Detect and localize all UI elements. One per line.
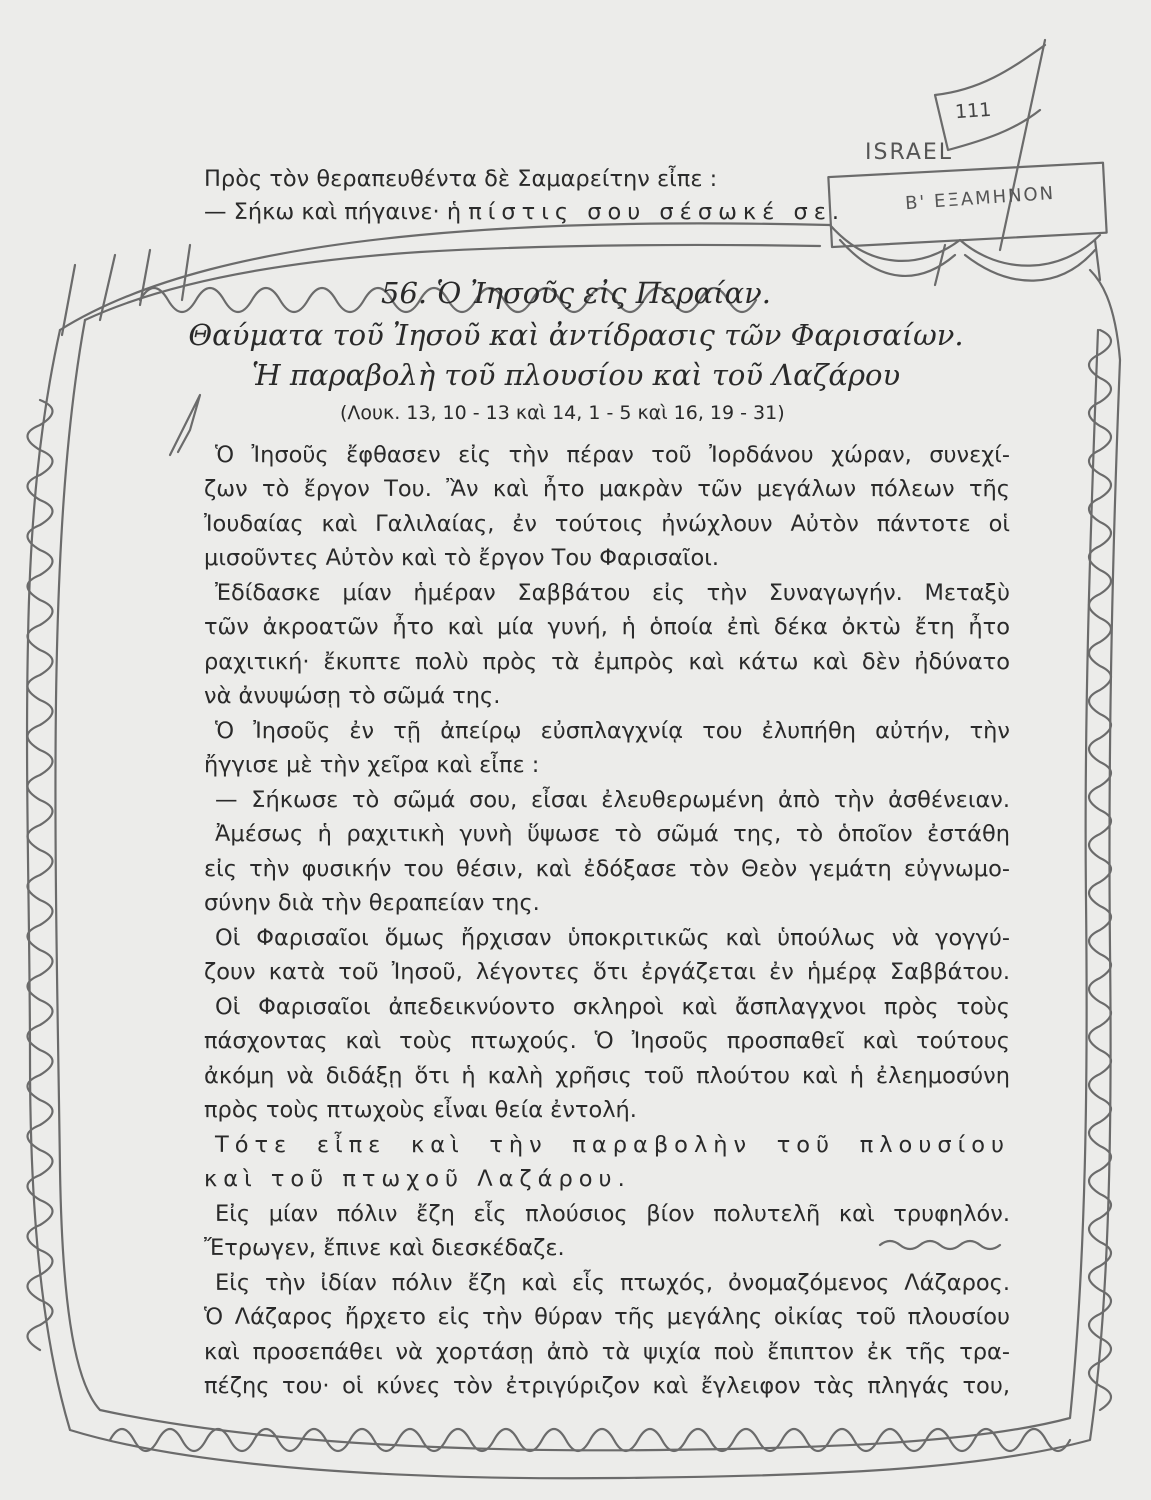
body-line: πέζης του· οἱ κύνες τὸν ἐτριγύριζον καὶ ἔγλειφον τὰς πληγάς του,: [204, 1373, 1010, 1399]
underline-squiggle: [880, 1241, 1000, 1249]
body-line: Εἰς μίαν πόλιν ἔζη εἷς πλούσιος βίον πολυτελῆ καὶ τρυφηλόν.: [215, 1201, 1010, 1227]
body-line: μισοῦντες Αὐτὸν καὶ τὸ ἔργον Του Φαρισαῖοι.: [204, 545, 719, 571]
body-line: νὰ ἀνυψώσῃ τὸ σῶμά της.: [204, 683, 501, 709]
body-line: Ἀμέσως ἡ ραχιτικὴ γυνὴ ὕψωσε τὸ σῶμά της, τὸ ὁποῖον ἐστάθη: [215, 821, 1010, 847]
banner-swags: [830, 225, 1100, 266]
body-line: Ἔτρωγεν, ἔπινε καὶ διεσκέδαζε.: [204, 1235, 565, 1261]
body-line: Ὁ Ἰησοῦς ἐν τῇ ἀπείρῳ εὐσπλαγχνίᾳ του ἐλυπήθη αὐτήν, τὴν: [215, 718, 1010, 744]
flag-pole: [1000, 40, 1045, 250]
frame-left-loops: [28, 400, 53, 1350]
intro-line-1: Πρὸς τὸν θεραπευθέντα δὲ Σαμαρείτην εἶπε :: [204, 166, 718, 192]
body-line: σύνην διὰ τὴν θεραπείαν της.: [204, 890, 540, 916]
intro-line-2-b: πίστις σου σέσωκέ σε.: [468, 199, 846, 225]
section-reference: (Λουκ. 13, 10 - 13 καὶ 14, 1 - 5 καὶ 16, 19 - 31): [340, 402, 785, 424]
body-line: καὶ τοῦ πτωχοῦ Λαζάρου.: [204, 1166, 631, 1192]
body-line: καὶ προσεπάθει νὰ χορτάσῃ ἀπὸ τὰ ψιχία ποὺ ἔπιπτον ἐκ τῆς τρα-: [204, 1339, 1010, 1365]
frame-bottom-loops: [110, 1429, 1070, 1451]
body-line: Ὁ Λάζαρος ἤρχετο εἰς τὴν θύραν τῆς μεγάλης οἰκίας τοῦ πλουσίου: [204, 1304, 1010, 1330]
flag-cloth: [935, 45, 1045, 150]
body-line: Ὁ Ἰησοῦς ἔφθασεν εἰς τὴν πέραν τοῦ Ἰορδάνου χώραν, συνεχί-: [215, 442, 1010, 468]
section-title: 56. Ὁ Ἰησοῦς εἰς Περαίαν.: [381, 276, 771, 310]
body-line: ζουν κατὰ τοῦ Ἰησοῦ, λέγοντες ὅτι ἐργάζεται ἐν ἡμέρᾳ Σαββάτου.: [204, 959, 1010, 985]
body-line: Οἱ Φαρισαῖοι ὅμως ἤρχισαν ὑποκριτικῶς καὶ ὑπούλως νὰ γογγύ-: [215, 925, 1010, 951]
intro-line-2-a: — Σήκω καὶ πήγαινε· ἡ: [204, 199, 469, 225]
flag-label-israel: ISRAEL: [865, 140, 954, 165]
body-line: ραχιτική· ἔκυπτε πολὺ πρὸς τὰ ἐμπρὸς καὶ κάτω καὶ δὲν ἠδύνατο: [204, 649, 1010, 675]
body-line: Οἱ Φαρισαῖοι ἀπεδεικνύοντο σκληροὶ καὶ ἄσπλαγχνοι πρὸς τοὺς: [215, 994, 1010, 1020]
body-line: ζων τὸ ἔργον Του. Ἂν καὶ ἦτο μακρὰν τῶν μεγάλων πόλεων τῆς: [204, 476, 1010, 502]
page-number: 111: [954, 98, 992, 124]
frame-strokes: [62, 265, 75, 335]
intro-line-2: [204, 197, 845, 227]
body-line: εἰς τὴν φυσικήν του θέσιν, καὶ ἐδόξασε τὸν Θεὸν γεμάτη εὐγνωμο-: [204, 856, 1010, 882]
body-line: — Σήκωσε τὸ σῶμά σου, εἶσαι ἐλευθερωμένη ἀπὸ τὴν ἀσθένειαν.: [215, 787, 1010, 813]
section-subtitle-1: Θαύματα τοῦ Ἰησοῦ καὶ ἀντίδρασις τῶν Φαρισαίων.: [188, 318, 964, 352]
body-line: τῶν ἀκροατῶν ἦτο καὶ μία γυνή, ἡ ὁποία ἐπὶ δέκα ὀκτὼ ἔτη ἦτο: [204, 614, 1010, 640]
body-line: πρὸς τοὺς πτωχοὺς εἶναι θεία ἐντολή.: [204, 1097, 637, 1123]
body-line: Ἐδίδασκε μίαν ἡμέραν Σαββάτου εἰς τὴν Συναγωγήν. Μεταξὺ: [215, 580, 1010, 606]
body-line: Ἰουδαίας καὶ Γαλιλαίας, ἐν τούτοις ἠνώχλουν Αὐτὸν πάντοτε οἱ: [204, 511, 1010, 537]
body-line: ἀκόμη νὰ διδάξῃ ὅτι ἡ καλὴ χρῆσις τοῦ πλούτου καὶ ἡ ἐλεημοσύνη: [204, 1063, 1010, 1089]
body-line: ἤγγισε μὲ τὴν χεῖρα καὶ εἶπε :: [204, 752, 540, 778]
body-line: Εἰς τὴν ἰδίαν πόλιν ἔζη καὶ εἷς πτωχός, ὀνομαζόμενος Λάζαρος.: [215, 1270, 1010, 1296]
body-line: Τότε εἶπε καὶ τὴν παραβολὴν τοῦ πλουσίου: [215, 1132, 1010, 1158]
frame-right-loops: [1089, 330, 1111, 1410]
body-line: πάσχοντας καὶ τοὺς πτωχούς. Ὁ Ἰησοῦς προσπαθεῖ καὶ τούτους: [204, 1028, 1010, 1054]
flag-label-semester: Β' ΕΞΑΜΗΝΟΝ: [904, 182, 1056, 215]
pen-doodle: [170, 395, 200, 455]
section-subtitle-2: Ἡ παραβολὴ τοῦ πλουσίου καὶ τοῦ Λαζάρου: [251, 358, 901, 392]
